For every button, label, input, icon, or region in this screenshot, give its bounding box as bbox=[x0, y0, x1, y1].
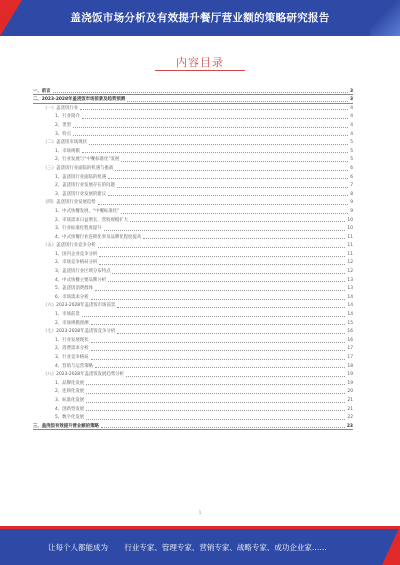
toc-entry-label: 1、盖浇饭行业面临的机遇 bbox=[55, 174, 107, 180]
toc-entry-label: 3、标准化发展 bbox=[55, 397, 85, 403]
footer-accent-wedge bbox=[382, 526, 400, 565]
toc-leader-dots bbox=[121, 161, 348, 162]
toc-leader-dots bbox=[98, 247, 346, 248]
toc-leader-dots bbox=[101, 427, 345, 428]
toc-leader-dots bbox=[82, 316, 346, 317]
toc-entry-page: 11 bbox=[347, 243, 353, 249]
toc-leader-dots bbox=[73, 127, 348, 128]
toc-entry-page: 14 bbox=[347, 303, 353, 309]
toc-leader-dots bbox=[130, 221, 345, 222]
toc-leader-dots bbox=[89, 144, 348, 145]
toc-entry[interactable] bbox=[33, 352, 353, 361]
toc-entry[interactable] bbox=[33, 387, 353, 396]
toc-leader-dots bbox=[86, 410, 345, 411]
toc-entry-label: 3、盖浇饭行业发展的建议 bbox=[55, 191, 107, 197]
toc-entry-label: 2、市场竞争格局分析 bbox=[55, 260, 98, 266]
toc-entry[interactable] bbox=[33, 335, 353, 344]
toc-entry[interactable] bbox=[33, 138, 353, 147]
toc-entry[interactable] bbox=[33, 275, 353, 284]
toc-entry[interactable] bbox=[33, 378, 353, 387]
report-title: 盖浇饭市场分析及有效提升餐厅营业额的策略研究报告 bbox=[70, 12, 330, 24]
toc-leader-dots bbox=[143, 238, 345, 239]
toc-entry-page: 6 bbox=[350, 174, 353, 180]
toc-entry-label: （六）2023-2028年盖浇饭市场前景 bbox=[43, 303, 116, 309]
toc-entry-page: 5 bbox=[350, 140, 353, 146]
header-banner bbox=[0, 0, 400, 36]
toc-entry-page: 14 bbox=[347, 312, 353, 318]
toc-entry[interactable] bbox=[33, 301, 353, 310]
footer-text bbox=[48, 542, 327, 553]
toc-entry-page: 16 bbox=[347, 329, 353, 335]
toc-entry-page: 4 bbox=[350, 105, 353, 111]
footer-accent-line bbox=[0, 526, 400, 529]
toc-leader-dots bbox=[99, 264, 345, 265]
toc-entry-page: 5 bbox=[350, 148, 353, 154]
toc-entry[interactable] bbox=[33, 258, 353, 267]
toc-entry-label: 4、中式快餐主要品牌分析 bbox=[55, 277, 107, 283]
toc-entry-label: 1、国内企业竞争分析 bbox=[55, 251, 98, 257]
toc-entry[interactable] bbox=[33, 86, 353, 95]
toc-entry-label: （二）盖浇饭市场现状 bbox=[43, 140, 87, 146]
toc-leader-dots bbox=[91, 342, 346, 343]
toc-entry[interactable] bbox=[33, 172, 353, 181]
toc-entry[interactable] bbox=[33, 249, 353, 258]
toc-entry-page: 21 bbox=[347, 406, 353, 412]
toc-leader-dots bbox=[82, 118, 348, 119]
toc-leader-dots bbox=[121, 213, 348, 214]
toc-entry-page: 3 bbox=[349, 88, 353, 94]
toc-leader-dots bbox=[115, 170, 348, 171]
toc-entry[interactable] bbox=[33, 215, 353, 224]
toc-entry-label: 2、类型 bbox=[55, 122, 71, 128]
toc-entry-page: 20 bbox=[347, 389, 353, 395]
toc-entry[interactable] bbox=[33, 404, 353, 413]
toc-entry-label: 5、数字化发展 bbox=[55, 415, 85, 421]
toc-entry-label: （三）盖浇饭行业面临的机遇与挑战 bbox=[43, 165, 114, 171]
toc-leader-dots bbox=[86, 393, 345, 394]
toc-leader-dots bbox=[95, 290, 345, 291]
toc-entry-label: 1、中式快餐发展，“中餐标准化” bbox=[55, 208, 120, 214]
toc-entry-page: 13 bbox=[347, 277, 353, 283]
toc-entry-label: （八）2023-2028年盖浇饭发展趋势分析 bbox=[43, 372, 125, 378]
toc-entry[interactable] bbox=[33, 155, 353, 164]
toc-entry[interactable] bbox=[33, 112, 353, 121]
toc-entry-page: 4 bbox=[350, 131, 353, 137]
toc-leader-dots bbox=[117, 187, 348, 188]
toc-entry[interactable] bbox=[33, 413, 353, 422]
toc-entry-label: 2、消费需求分析 bbox=[55, 346, 89, 352]
toc-entry-page: 16 bbox=[347, 337, 353, 343]
toc-entry-page: 10 bbox=[347, 217, 353, 223]
toc-entry-label: 3、盖浇饭行业区域分布特点 bbox=[55, 269, 111, 275]
toc-entry-page: 23 bbox=[346, 423, 353, 429]
toc-entry-page: 22 bbox=[347, 415, 353, 421]
toc-entry-label: 1、品牌化发展 bbox=[55, 380, 85, 386]
toc-entry-page: 7 bbox=[350, 183, 353, 189]
toc-leader-dots bbox=[108, 178, 348, 179]
toc-heading: 内容目录 bbox=[176, 56, 224, 69]
toc-leader-dots bbox=[82, 152, 348, 153]
footer-banner bbox=[0, 526, 400, 565]
toc-leader-dots bbox=[127, 101, 348, 102]
toc-entry[interactable] bbox=[33, 163, 353, 172]
toc-entry[interactable] bbox=[33, 344, 353, 353]
toc-entry[interactable] bbox=[33, 120, 353, 129]
toc-entry[interactable] bbox=[33, 224, 353, 233]
toc-entry-page: 10 bbox=[347, 226, 353, 232]
toc-entry-page: 8 bbox=[350, 191, 353, 197]
toc-entry-page: 9 bbox=[350, 208, 353, 214]
toc-leader-dots bbox=[53, 92, 348, 93]
toc-entry[interactable] bbox=[33, 206, 353, 215]
toc-entry-label: 2、行业发展与“中餐标准化”发展 bbox=[55, 157, 120, 163]
toc-leader-dots bbox=[91, 324, 346, 325]
toc-entry-label: 1、行业发展现状 bbox=[55, 337, 89, 343]
toc-leader-dots bbox=[80, 109, 348, 110]
toc-entry-page: 13 bbox=[347, 286, 353, 292]
footer-slogan: 让每个人都能成为 bbox=[48, 543, 108, 552]
toc-leader-dots bbox=[86, 384, 345, 385]
toc-entry[interactable] bbox=[33, 241, 353, 250]
toc-entry-page: 12 bbox=[347, 269, 353, 275]
toc-leader-dots bbox=[98, 204, 349, 205]
toc-entry-label: 6、市场需求分析 bbox=[55, 294, 89, 300]
toc-leader-dots bbox=[91, 359, 346, 360]
toc-entry[interactable] bbox=[33, 129, 353, 138]
toc-entry-page: 12 bbox=[347, 260, 353, 266]
toc-entry-label: 3、行业标准化程度提升 bbox=[55, 226, 102, 232]
toc-leader-dots bbox=[108, 281, 345, 282]
toc-entry-page: 19 bbox=[347, 380, 353, 386]
toc-entry-label: 3、特点 bbox=[55, 131, 71, 137]
toc-leader-dots bbox=[73, 135, 348, 136]
toc-leader-dots bbox=[117, 307, 345, 308]
table-of-contents bbox=[33, 86, 353, 430]
toc-entry[interactable] bbox=[33, 395, 353, 404]
toc-entry-page: 9 bbox=[350, 200, 353, 206]
toc-leader-dots bbox=[86, 402, 345, 403]
toc-entry-label: 4、营销与运营策略 bbox=[55, 363, 93, 369]
toc-entry-page: 4 bbox=[350, 114, 353, 120]
toc-leader-dots bbox=[95, 367, 345, 368]
toc-leader-dots bbox=[86, 419, 345, 420]
toc-entry-label: （四）盖浇饭行业发展趋势 bbox=[43, 200, 96, 206]
toc-leader-dots bbox=[112, 273, 345, 274]
toc-entry-label: 1、行业简介 bbox=[55, 114, 80, 120]
toc-entry-page: 18 bbox=[347, 363, 353, 369]
toc-entry-page: 15 bbox=[347, 320, 353, 326]
footer-tagline: 行业专家、管理专家、营销专家、战略专家、成功企业家…… bbox=[124, 543, 327, 552]
toc-entry-page: 3 bbox=[349, 97, 353, 103]
toc-entry-page: 4 bbox=[350, 122, 353, 128]
toc-entry-label: 二、2023-2028年盖浇饭市场前景及趋势预测 bbox=[33, 97, 126, 103]
toc-entry-label: 2、连锁化发展 bbox=[55, 389, 85, 395]
toc-entry-label: （七）2023-2028年盖浇饭竞争分析 bbox=[43, 329, 116, 335]
toc-entry[interactable] bbox=[33, 284, 353, 293]
toc-entry-page: 11 bbox=[347, 251, 353, 257]
toc-entry[interactable] bbox=[33, 292, 353, 301]
toc-entry-label: 4、创新型发展 bbox=[55, 406, 85, 412]
page-number: 1 bbox=[198, 510, 202, 515]
toc-entry[interactable] bbox=[33, 421, 353, 430]
toc-entry[interactable] bbox=[33, 370, 353, 379]
toc-entry-label: 1、市场规模 bbox=[55, 148, 80, 154]
toc-leader-dots bbox=[108, 195, 348, 196]
toc-entry[interactable] bbox=[33, 181, 353, 190]
toc-entry[interactable] bbox=[33, 95, 353, 104]
toc-entry-page: 17 bbox=[347, 355, 353, 360]
toc-entry-page: 21 bbox=[347, 397, 353, 403]
toc-heading-rule bbox=[155, 70, 245, 71]
toc-entry[interactable] bbox=[33, 327, 353, 336]
toc-leader-dots bbox=[99, 256, 345, 257]
toc-entry-label: 三、盖浇饭有效提升营业额的策略 bbox=[33, 423, 99, 429]
toc-entry-page: 5 bbox=[350, 157, 353, 163]
toc-entry-label: 2、市场需求日益增长，营收规模扩大 bbox=[55, 217, 129, 223]
toc-leader-dots bbox=[91, 299, 346, 300]
toc-entry-label: （一）盖浇饭行业 bbox=[43, 105, 79, 111]
toc-entry-label: （五）盖浇饭行业竞争分析 bbox=[43, 243, 96, 249]
toc-entry-label: 2、盖浇饭行业发展存在的问题 bbox=[55, 183, 115, 189]
toc-leader-dots bbox=[91, 350, 346, 351]
toc-entry-label: 4、中式快餐行业连锁化率及品牌化程度提高 bbox=[55, 234, 142, 240]
toc-entry-label: 2、市场规模预测 bbox=[55, 320, 89, 326]
toc-entry-page: 14 bbox=[347, 294, 353, 300]
toc-entry[interactable] bbox=[33, 361, 353, 370]
toc-entry-label: 一、前言 bbox=[33, 88, 51, 94]
toc-entry[interactable] bbox=[33, 146, 353, 155]
toc-entry-page: 6 bbox=[350, 165, 353, 171]
toc-entry[interactable] bbox=[33, 103, 353, 112]
toc-entry-page: 11 bbox=[347, 234, 353, 240]
toc-leader-dots bbox=[104, 230, 346, 231]
toc-entry-label: 1、市场前景 bbox=[55, 312, 80, 318]
toc-entry-label: 5、盖浇饭消费群体 bbox=[55, 286, 93, 292]
toc-entry-page: 17 bbox=[347, 346, 353, 352]
toc-entry[interactable] bbox=[33, 309, 353, 318]
toc-entry[interactable] bbox=[33, 198, 353, 207]
toc-entry[interactable] bbox=[33, 232, 353, 241]
toc-entry-page: 19 bbox=[347, 372, 353, 378]
toc-entry[interactable] bbox=[33, 318, 353, 327]
toc-leader-dots bbox=[117, 333, 345, 334]
toc-entry[interactable] bbox=[33, 189, 353, 198]
toc-entry[interactable] bbox=[33, 266, 353, 275]
toc-entry-label: 3、行业竞争格局 bbox=[55, 355, 89, 360]
toc-leader-dots bbox=[126, 376, 345, 377]
